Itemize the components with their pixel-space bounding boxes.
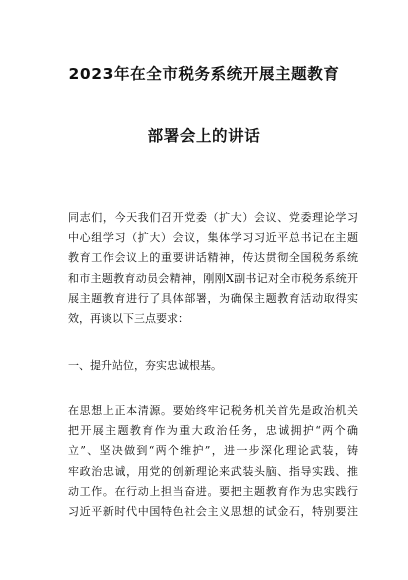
- paragraph-line: 展主题教育进行了具体部署，为确保主题教育活动取得实: [68, 291, 358, 305]
- paragraph-line: 牢政治忠诚，用党的创新理论来武装头脑、指导实践、推: [68, 464, 358, 478]
- paragraph-line: 动工作。在行动上担当奋进。要把主题教育作为忠实践行: [68, 484, 358, 498]
- paragraph-line: 把开展主题教育作为重大政治任务，忠诚拥护“两个确: [68, 424, 358, 438]
- section-heading: 一、提升站位，夯实忠诚根基。: [68, 359, 222, 372]
- paragraph-line: 立”、坚决做到“两个维护”，进一步深化理论武装，铸: [68, 444, 358, 458]
- paragraph-section1: [68, 401, 358, 522]
- document-title-line1: 2023年在全市税务系统开展主题教育: [68, 65, 340, 83]
- document-title-line2: 部署会上的讲话: [147, 127, 261, 145]
- paragraph-line: 习近平新时代中国特色社会主义思想的试金石，特别要注: [68, 504, 358, 518]
- paragraph-opening: [68, 208, 358, 329]
- paragraph-line: 和市主题教育动员会精神，刚刚X副书记对全市税务系统开: [68, 271, 358, 285]
- paragraph-line: 教育工作会议上的重要讲话精神，传达贯彻全国税务系统: [68, 251, 358, 265]
- paragraph-line: 在思想上正本清源。要始终牢记税务机关首先是政治机关: [68, 404, 358, 417]
- paragraph-line: 同志们，今天我们召开党委（扩大）会议、党委理论学习: [68, 211, 358, 224]
- paragraph-line: 中心组学习（扩大）会议，集体学习习近平总书记在主题: [68, 231, 358, 245]
- paragraph-line: 效，再谈以下三点要求：: [68, 311, 189, 325]
